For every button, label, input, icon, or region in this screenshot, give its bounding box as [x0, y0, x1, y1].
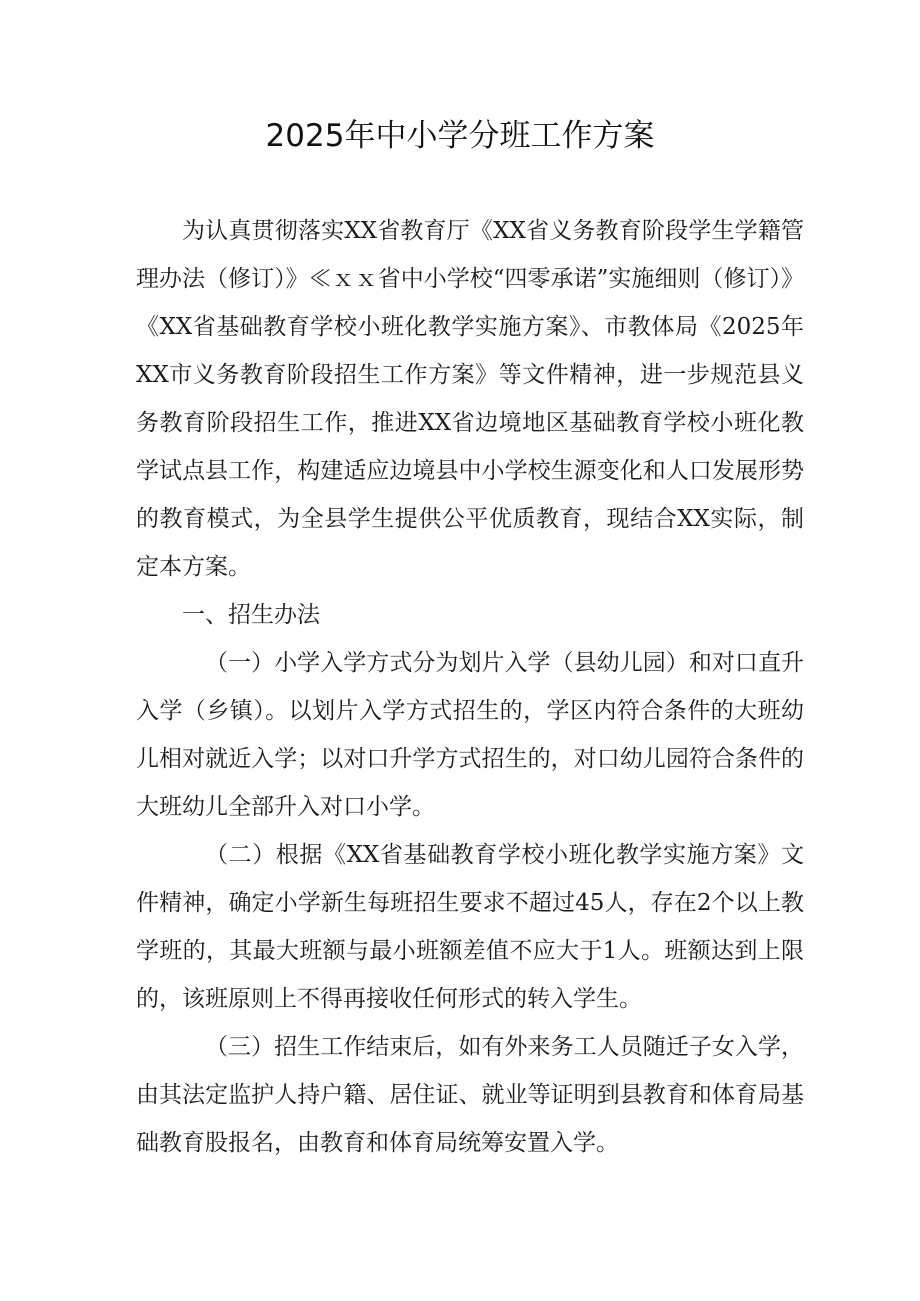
document-title: 2025年中小学分班工作方案: [265, 118, 655, 154]
section-heading-enrollment: 一、招生办法: [182, 602, 320, 628]
enrollment-item-2: （二）根据《XX省基础教育学校小班化教学实施方案》文件精神，确定小学新生每班招生要求不超过45人，存在2个以上教学班的，其最大班额与最小班额差值不应大于1人。班额达到上限的，该班原则上不得再接收任何形式的转入学生。: [136, 842, 804, 1012]
enrollment-item-1: （一）小学入学方式分为划片入学（县幼儿园）和对口直升入学（乡镇）。以划片入学方式招生的，学区内符合条件的大班幼儿相对就近入学；以对口升学方式招生的，对口幼儿园符合条件的大班幼儿全部升入对口小学。: [136, 650, 804, 820]
document-body: [136, 207, 804, 1167]
intro-paragraph: 为认真贯彻落实XX省教育厅《XX省义务教育阶段学生学籍管理办法（修订）》≪ｘｘ省中小学校“四零承诺”实施细则（修订）》《XX省基础教育学校小班化教学实施方案》、市教体局《2025年XX市义务教育阶段招生工作方案》等文件精神，进一步规范县义务教育阶段招生工作，推进XX省边境地区基础教育学校小班化教学试点县工作，构建适应边境县中小学校生源变化和人口发展形势的教育模式，为全县学生提供公平优质教育，现结合XX实际，制定本方案。: [136, 218, 804, 580]
enrollment-item-3: （三）招生工作结束后，如有外来务工人员随迁子女入学，由其法定监护人持户籍、居住证、就业等证明到县教育和体育局基础教育股报名，由教育和体育局统筹安置入学。: [136, 1034, 804, 1156]
